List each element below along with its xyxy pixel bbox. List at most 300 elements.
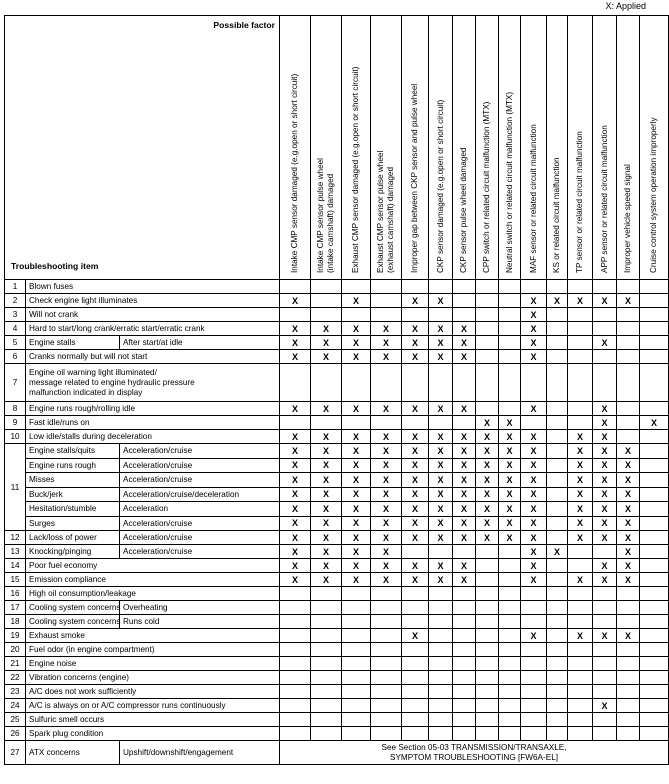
factor-mark-cell: X <box>568 487 593 502</box>
table-row <box>5 657 669 671</box>
factor-mark-cell <box>371 629 402 643</box>
factor-mark-cell <box>453 280 476 294</box>
factor-mark-cell <box>476 308 499 322</box>
item-number: 24 <box>5 699 26 713</box>
table-row <box>5 573 669 587</box>
factor-mark-cell <box>429 699 453 713</box>
factor-mark-cell <box>402 713 429 727</box>
factor-mark-cell <box>521 615 547 629</box>
factor-mark-cell: X <box>342 573 371 587</box>
item-label: Surges <box>26 516 120 531</box>
factor-mark-cell <box>476 601 499 615</box>
factor-mark-cell: X <box>521 531 547 545</box>
factor-mark-cell: X <box>342 559 371 573</box>
factor-mark-cell: X <box>617 458 640 473</box>
factor-mark-cell: X <box>429 502 453 517</box>
factor-mark-cell <box>476 727 499 741</box>
factor-mark-cell <box>280 671 311 685</box>
factor-mark-cell: X <box>429 350 453 364</box>
factor-mark-cell <box>342 713 371 727</box>
factor-mark-cell <box>547 280 568 294</box>
factor-mark-cell <box>593 322 617 336</box>
factor-mark-cell <box>568 402 593 416</box>
see-section-note: See Section 05-03 TRANSMISSION/TRANSAXLE, SYMPTOM TROUBLESHOOTING [FW6A-EL] <box>280 741 669 765</box>
factor-mark-cell <box>402 601 429 615</box>
factor-mark-cell: X <box>342 336 371 350</box>
table-row <box>5 531 669 545</box>
factor-mark-cell: X <box>402 531 429 545</box>
factor-mark-cell: X <box>499 458 521 473</box>
factor-mark-cell <box>280 713 311 727</box>
factor-mark-cell: X <box>593 487 617 502</box>
factor-mark-cell <box>568 364 593 402</box>
factor-mark-cell <box>568 308 593 322</box>
factor-mark-cell: X <box>593 629 617 643</box>
factor-mark-cell <box>499 671 521 685</box>
factor-mark-cell <box>342 685 371 699</box>
factor-mark-cell: X <box>453 516 476 531</box>
factor-mark-cell <box>547 685 568 699</box>
factor-mark-cell <box>280 699 311 713</box>
factor-mark-cell: X <box>342 487 371 502</box>
factor-mark-cell <box>476 322 499 336</box>
factor-mark-cell <box>402 685 429 699</box>
item-condition: Acceleration/cruise <box>120 531 280 545</box>
factor-mark-cell <box>593 545 617 559</box>
factor-mark-cell <box>547 713 568 727</box>
factor-mark-cell <box>429 713 453 727</box>
factor-mark-cell: X <box>311 473 342 488</box>
factor-label: MAF sensor or related circuit malfunction <box>528 124 538 273</box>
factor-mark-cell: X <box>402 444 429 459</box>
item-number: 3 <box>5 308 26 322</box>
factor-mark-cell: X <box>568 531 593 545</box>
factor-mark-cell <box>547 671 568 685</box>
factor-mark-cell <box>371 364 402 402</box>
factor-mark-cell <box>593 685 617 699</box>
factor-mark-cell <box>476 629 499 643</box>
factor-mark-cell: X <box>593 573 617 587</box>
factor-mark-cell <box>429 364 453 402</box>
factor-mark-cell <box>499 587 521 601</box>
factor-mark-cell <box>547 458 568 473</box>
factor-mark-cell: X <box>568 629 593 643</box>
factor-mark-cell: X <box>617 573 640 587</box>
factor-mark-cell <box>640 322 669 336</box>
item-label: Engine noise <box>26 657 280 671</box>
factor-mark-cell: X <box>371 573 402 587</box>
factor-mark-cell <box>429 601 453 615</box>
item-number: 27 <box>5 741 26 765</box>
factor-mark-cell <box>593 671 617 685</box>
factor-mark-cell <box>617 587 640 601</box>
factor-mark-cell <box>617 308 640 322</box>
factor-mark-cell: X <box>311 350 342 364</box>
factor-mark-cell <box>593 601 617 615</box>
factor-mark-cell: X <box>521 573 547 587</box>
factor-mark-cell <box>311 657 342 671</box>
factor-mark-cell: X <box>453 573 476 587</box>
factor-mark-cell <box>429 685 453 699</box>
factor-mark-cell <box>640 531 669 545</box>
factor-mark-cell: X <box>429 473 453 488</box>
factor-mark-cell <box>311 727 342 741</box>
factor-mark-cell: X <box>429 294 453 308</box>
factor-header-cell <box>617 16 640 280</box>
factor-mark-cell <box>547 416 568 430</box>
factor-mark-cell <box>499 350 521 364</box>
troubleshooting-item-label: Troubleshooting item <box>11 261 99 271</box>
factor-label: CKP sensor pulse wheel damaged <box>459 147 469 273</box>
factor-mark-cell: X <box>640 416 669 430</box>
table-row <box>5 350 669 364</box>
table-row <box>5 713 669 727</box>
factor-mark-cell <box>476 671 499 685</box>
factor-mark-cell <box>640 280 669 294</box>
legend: X: Applied <box>605 1 646 11</box>
factor-mark-cell <box>640 559 669 573</box>
factor-mark-cell <box>280 308 311 322</box>
factor-mark-cell <box>617 685 640 699</box>
factor-mark-cell: X <box>371 402 402 416</box>
item-number: 6 <box>5 350 26 364</box>
factor-mark-cell: X <box>593 531 617 545</box>
item-number: 23 <box>5 685 26 699</box>
factor-mark-cell <box>371 280 402 294</box>
factor-mark-cell <box>547 487 568 502</box>
factor-mark-cell <box>476 573 499 587</box>
factor-mark-cell <box>568 416 593 430</box>
item-label: Misses <box>26 473 120 488</box>
item-number: 12 <box>5 531 26 545</box>
factor-mark-cell <box>342 364 371 402</box>
factor-mark-cell: X <box>617 516 640 531</box>
item-number: 7 <box>5 364 26 402</box>
factor-mark-cell: X <box>499 531 521 545</box>
factor-mark-cell: X <box>280 559 311 573</box>
item-number: 9 <box>5 416 26 430</box>
factor-mark-cell <box>499 322 521 336</box>
factor-mark-cell: X <box>429 336 453 350</box>
factor-mark-cell <box>453 671 476 685</box>
factor-mark-cell <box>499 713 521 727</box>
table-row <box>5 741 669 765</box>
factor-label: TP sensor or related circuit malfunction <box>575 131 585 273</box>
factor-mark-cell <box>402 416 429 430</box>
factor-mark-cell: X <box>521 545 547 559</box>
factor-mark-cell: X <box>280 502 311 517</box>
factor-mark-cell <box>640 629 669 643</box>
factor-mark-cell <box>429 615 453 629</box>
factor-mark-cell <box>402 545 429 559</box>
item-condition: Overheating <box>120 601 280 615</box>
item-condition: Acceleration/cruise <box>120 458 280 473</box>
factor-mark-cell <box>476 336 499 350</box>
factor-mark-cell <box>342 699 371 713</box>
factor-mark-cell: X <box>342 458 371 473</box>
factor-mark-cell: X <box>371 531 402 545</box>
factor-mark-cell <box>547 559 568 573</box>
factor-mark-cell <box>499 573 521 587</box>
factor-mark-cell: X <box>521 294 547 308</box>
factor-mark-cell <box>402 308 429 322</box>
factor-mark-cell <box>342 308 371 322</box>
factor-mark-cell <box>617 402 640 416</box>
factor-mark-cell: X <box>568 444 593 459</box>
factor-mark-cell <box>568 699 593 713</box>
factor-mark-cell <box>311 685 342 699</box>
item-label: Engine stalls <box>26 336 120 350</box>
factor-mark-cell <box>640 458 669 473</box>
factor-mark-cell: X <box>280 430 311 444</box>
factor-mark-cell <box>453 643 476 657</box>
factor-mark-cell <box>521 685 547 699</box>
factor-mark-cell: X <box>453 473 476 488</box>
factor-mark-cell: X <box>311 545 342 559</box>
factor-mark-cell: X <box>521 336 547 350</box>
factor-mark-cell <box>371 601 402 615</box>
factor-mark-cell <box>617 643 640 657</box>
factor-mark-cell: X <box>593 516 617 531</box>
item-label: Hesitation/stumble <box>26 502 120 517</box>
factor-mark-cell: X <box>342 502 371 517</box>
factor-mark-cell: X <box>429 430 453 444</box>
factor-mark-cell <box>499 657 521 671</box>
factor-header-cell <box>429 16 453 280</box>
factor-mark-cell <box>617 364 640 402</box>
item-number: 26 <box>5 727 26 741</box>
factor-mark-cell <box>280 615 311 629</box>
factor-mark-cell <box>640 657 669 671</box>
factor-mark-cell <box>521 657 547 671</box>
factor-mark-cell: X <box>280 322 311 336</box>
item-number: 4 <box>5 322 26 336</box>
factor-mark-cell <box>499 364 521 402</box>
factor-mark-cell <box>499 727 521 741</box>
factor-mark-cell <box>342 657 371 671</box>
factor-mark-cell: X <box>593 444 617 459</box>
header-row <box>5 16 669 280</box>
item-label: Fast idle/runs on <box>26 416 280 430</box>
factor-mark-cell <box>499 601 521 615</box>
factor-mark-cell: X <box>371 444 402 459</box>
factor-mark-cell: X <box>617 502 640 517</box>
factor-mark-cell <box>476 713 499 727</box>
factor-mark-cell: X <box>371 516 402 531</box>
factor-mark-cell <box>476 559 499 573</box>
factor-mark-cell <box>640 615 669 629</box>
factor-mark-cell <box>371 416 402 430</box>
factor-mark-cell <box>371 587 402 601</box>
table-row <box>5 336 669 350</box>
factor-header-cell <box>568 16 593 280</box>
item-number: 25 <box>5 713 26 727</box>
factor-mark-cell: X <box>453 502 476 517</box>
factor-mark-cell <box>640 502 669 517</box>
factor-mark-cell: X <box>617 559 640 573</box>
factor-mark-cell: X <box>617 444 640 459</box>
factor-mark-cell <box>429 657 453 671</box>
factor-mark-cell <box>453 699 476 713</box>
factor-mark-cell <box>547 587 568 601</box>
factor-mark-cell <box>568 322 593 336</box>
factor-mark-cell: X <box>280 545 311 559</box>
factor-mark-cell <box>547 308 568 322</box>
item-number: 20 <box>5 643 26 657</box>
factor-mark-cell <box>371 685 402 699</box>
header-corner-cell <box>5 16 280 280</box>
item-label: A/C is always on or A/C compressor runs continuously <box>26 699 280 713</box>
factor-mark-cell: X <box>476 458 499 473</box>
factor-mark-cell: X <box>402 502 429 517</box>
factor-mark-cell <box>640 685 669 699</box>
factor-label: Exhaust CMP sensor pulse wheel (exhaust camshaft) damaged <box>376 150 396 273</box>
factor-mark-cell <box>568 587 593 601</box>
factor-mark-cell: X <box>280 458 311 473</box>
table-row <box>5 473 669 488</box>
item-number: 13 <box>5 545 26 559</box>
factor-mark-cell <box>640 350 669 364</box>
factor-mark-cell <box>402 615 429 629</box>
item-label: Poor fuel economy <box>26 559 280 573</box>
table-row <box>5 587 669 601</box>
factor-mark-cell: X <box>617 473 640 488</box>
factor-mark-cell: X <box>402 629 429 643</box>
factor-mark-cell <box>499 545 521 559</box>
factor-mark-cell <box>476 657 499 671</box>
factor-mark-cell: X <box>342 322 371 336</box>
factor-label: Intake CMP sensor pulse wheel (intake camshaft) damaged <box>316 158 336 273</box>
factor-mark-cell <box>476 364 499 402</box>
factor-mark-cell <box>280 587 311 601</box>
factor-mark-cell <box>547 531 568 545</box>
factor-mark-cell: X <box>593 559 617 573</box>
item-label: Cooling system concerns <box>26 615 120 629</box>
table-row <box>5 545 669 559</box>
factor-mark-cell <box>617 322 640 336</box>
factor-mark-cell <box>640 643 669 657</box>
factor-mark-cell <box>640 402 669 416</box>
factor-mark-cell: X <box>499 487 521 502</box>
factor-mark-cell <box>640 727 669 741</box>
factor-mark-cell <box>593 615 617 629</box>
factor-mark-cell: X <box>342 473 371 488</box>
factor-mark-cell <box>280 643 311 657</box>
factor-header-cell <box>593 16 617 280</box>
factor-mark-cell: X <box>453 531 476 545</box>
factor-mark-cell: X <box>568 473 593 488</box>
factor-mark-cell: X <box>568 294 593 308</box>
factor-mark-cell <box>593 308 617 322</box>
factor-mark-cell: X <box>593 402 617 416</box>
factor-mark-cell <box>568 685 593 699</box>
factor-mark-cell <box>499 699 521 713</box>
item-label: Knocking/pinging <box>26 545 120 559</box>
factor-mark-cell <box>402 671 429 685</box>
factor-mark-cell: X <box>402 350 429 364</box>
factor-mark-cell <box>568 336 593 350</box>
factor-mark-cell <box>402 643 429 657</box>
item-condition: Acceleration/cruise <box>120 473 280 488</box>
factor-mark-cell: X <box>402 402 429 416</box>
item-label: Blown fuses <box>26 280 280 294</box>
factor-mark-cell: X <box>521 350 547 364</box>
factor-mark-cell <box>476 350 499 364</box>
factor-mark-cell <box>476 615 499 629</box>
factor-mark-cell <box>280 601 311 615</box>
possible-factor-label: Possible factor <box>213 20 276 30</box>
factor-mark-cell <box>568 350 593 364</box>
item-number: 8 <box>5 402 26 416</box>
factor-mark-cell: X <box>476 531 499 545</box>
factor-mark-cell: X <box>371 458 402 473</box>
factor-mark-cell: X <box>521 502 547 517</box>
factor-mark-cell: X <box>280 573 311 587</box>
factor-mark-cell <box>547 402 568 416</box>
factor-mark-cell <box>311 280 342 294</box>
factor-label: Improper gap between CKP sensor and pulse wheel <box>410 83 420 273</box>
factor-mark-cell <box>476 294 499 308</box>
factor-mark-cell: X <box>342 444 371 459</box>
factor-mark-cell <box>547 727 568 741</box>
factor-mark-cell <box>311 308 342 322</box>
item-label: Emission compliance <box>26 573 280 587</box>
table-row <box>5 308 669 322</box>
factor-mark-cell: X <box>593 458 617 473</box>
factor-mark-cell: X <box>453 322 476 336</box>
factor-mark-cell: X <box>593 294 617 308</box>
factor-mark-cell: X <box>342 531 371 545</box>
factor-mark-cell <box>453 685 476 699</box>
factor-mark-cell: X <box>617 629 640 643</box>
factor-mark-cell <box>617 615 640 629</box>
factor-header-cell <box>371 16 402 280</box>
item-number: 17 <box>5 601 26 615</box>
factor-mark-cell: X <box>568 458 593 473</box>
item-number: 5 <box>5 336 26 350</box>
factor-mark-cell <box>402 657 429 671</box>
factor-mark-cell <box>547 502 568 517</box>
item-label: Hard to start/long crank/erratic start/erratic crank <box>26 322 280 336</box>
factor-mark-cell <box>568 559 593 573</box>
factor-mark-cell <box>371 657 402 671</box>
factor-mark-cell <box>499 559 521 573</box>
factor-mark-cell: X <box>547 294 568 308</box>
factor-mark-cell <box>547 643 568 657</box>
item-number: 2 <box>5 294 26 308</box>
factor-mark-cell <box>402 587 429 601</box>
factor-mark-cell <box>311 629 342 643</box>
factor-mark-cell <box>311 671 342 685</box>
factor-header-cell <box>476 16 499 280</box>
item-label: Cranks normally but will not start <box>26 350 280 364</box>
factor-mark-cell: X <box>402 559 429 573</box>
factor-mark-cell <box>453 416 476 430</box>
factor-mark-cell: X <box>453 458 476 473</box>
factor-mark-cell <box>640 545 669 559</box>
factor-mark-cell <box>499 402 521 416</box>
factor-mark-cell: X <box>476 516 499 531</box>
factor-mark-cell <box>453 629 476 643</box>
factor-mark-cell: X <box>476 444 499 459</box>
factor-mark-cell: X <box>593 336 617 350</box>
factor-mark-cell <box>429 587 453 601</box>
factor-mark-cell <box>547 364 568 402</box>
item-number: 10 <box>5 430 26 444</box>
factor-mark-cell <box>568 727 593 741</box>
item-condition: Acceleration/cruise <box>120 516 280 531</box>
factor-mark-cell <box>617 336 640 350</box>
